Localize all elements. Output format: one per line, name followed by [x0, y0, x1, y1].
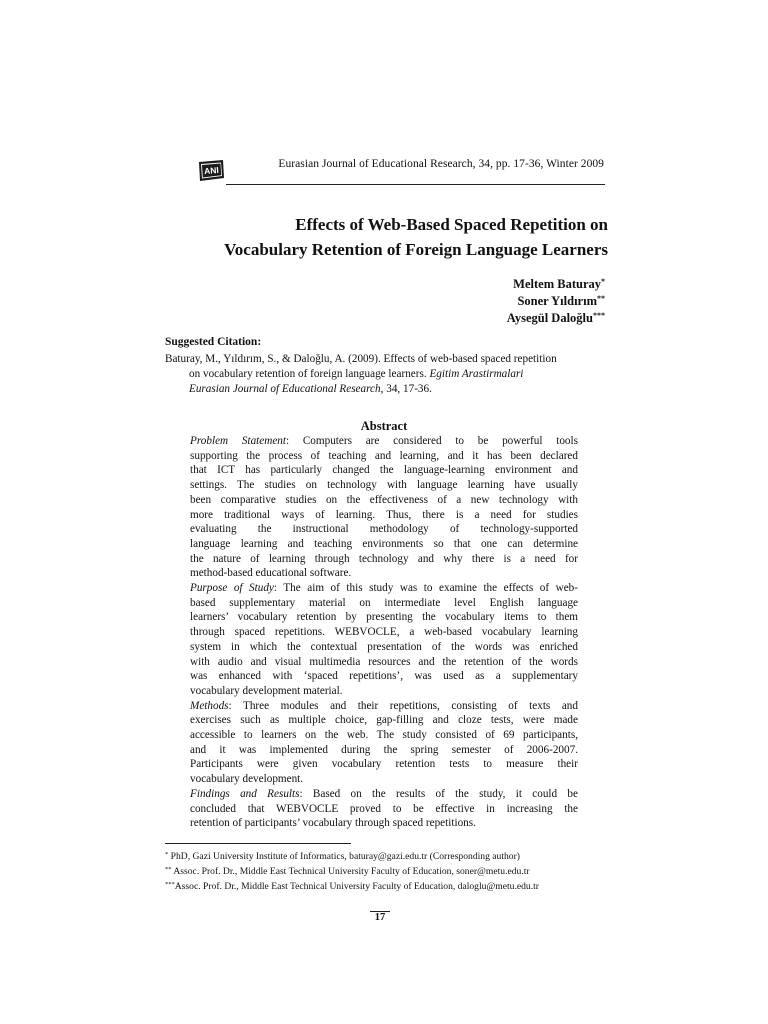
footnote-2-text: Assoc. Prof. Dr., Middle East Technical University Faculty of Education, soner@metu.edu.tr [171, 865, 530, 877]
abstract-findings-line-3 [190, 816, 578, 831]
abstract-purpose-line-7 [190, 669, 578, 684]
paper-title-line-2: Vocabulary Retention of Foreign Language Learners [224, 240, 608, 259]
author-2-name: Soner Yıldırım [517, 294, 597, 308]
abstract-problem-line-2 [190, 449, 578, 464]
abstract-methods-line-5 [190, 757, 578, 772]
author-2-mark: ** [597, 294, 605, 303]
author-3-name: Aysegül Daloğlu [506, 311, 593, 325]
footnote-1 [165, 850, 605, 865]
abstract-purpose-line-3 [190, 610, 578, 625]
author-1 [400, 276, 605, 293]
abstract-problem-line-3 [190, 463, 578, 478]
abstract-problem-line-8 [190, 537, 578, 552]
abstract-problem-label: Problem Statement [190, 435, 286, 447]
abstract-problem-line-text: evaluating the instructional methodology of technology-supported [190, 523, 578, 536]
abstract-purpose-label: Purpose of Study [190, 582, 274, 595]
abstract-methods-label: Methods [190, 699, 229, 712]
abstract-methods-line-4 [190, 743, 578, 758]
abstract-problem-line-4 [190, 478, 578, 493]
abstract-purpose-line-2 [190, 596, 578, 611]
abstract-methods-line-6 [190, 772, 578, 787]
abstract-problem-line-text: language learning and teaching environments so that one can determine [190, 537, 578, 550]
abstract-problem-line-text: supporting the process of teaching and learning, and it has been declared [190, 449, 578, 462]
abstract-purpose-line-text: was enhanced with ‘spaced repetitions’, was used as a supplementary [190, 670, 578, 683]
author-1-mark: * [601, 277, 605, 286]
abstract-problem-line-text: settings. The studies on technology with language learning have usually [190, 479, 578, 492]
abstract-problem-line-1 [190, 434, 578, 449]
abstract-problem-line-10 [190, 566, 578, 581]
abstract-methods-line-text: exercises such as multiple choice, gap-filling and cloze tests, were made [190, 714, 578, 727]
footnote-3 [165, 880, 605, 895]
citation-line-2-text: on vocabulary retention of foreign language learners. [189, 368, 430, 380]
citation-line-2 [165, 367, 605, 382]
abstract-purpose-line-text: : The aim of this study was to examine the effects of web- [273, 582, 578, 595]
footnote-2 [165, 865, 605, 880]
citation-text [165, 352, 605, 397]
abstract-purpose-line-6 [190, 655, 578, 670]
abstract-findings-line-text: : Based on the results of the study, it could be [299, 787, 578, 800]
footnote-divider [165, 843, 351, 844]
abstract-findings-line-1 [190, 787, 578, 802]
author-3 [400, 310, 605, 327]
footnotes [165, 850, 605, 894]
footnote-3-mark: *** [165, 880, 175, 888]
abstract-purpose-line-5 [190, 640, 578, 655]
abstract-findings-label: Findings and Results [190, 787, 300, 800]
footnote-2-mark: ** [165, 865, 172, 873]
abstract-findings-line-2 [190, 802, 578, 817]
abstract-body [190, 434, 578, 831]
abstract-purpose-line-8 [190, 684, 578, 699]
footnote-1-text: PhD, Gazi University Institute of Informatics, baturay@gazi.edu.tr (Corresponding author) [168, 851, 520, 862]
abstract-methods-line-text: accessible to learners on the web. The study consisted of 69 participants, [190, 729, 578, 742]
abstract-problem-line-7 [190, 522, 578, 537]
journal-logo-text: ANI [203, 164, 220, 177]
citation-journal-english: Eurasian Journal of Educational Research [189, 383, 381, 395]
abstract-problem-line-text: been comparative studies on the effectiveness of a new technology with [190, 493, 578, 506]
abstract-purpose-line-text: based supplementary material on intermediate level English language [190, 596, 578, 609]
abstract-purpose-line-1 [190, 581, 578, 596]
citation-journal-name: Egitim Arastirmalari [429, 368, 524, 380]
citation-line-3 [165, 382, 605, 397]
abstract-problem-line-text: method-based educational software. [190, 567, 352, 580]
journal-logo [196, 160, 226, 182]
abstract-purpose-line-text: learners’ vocabulary retention by presenting the vocabulary items to them [190, 611, 578, 624]
abstract-purpose-line-text: vocabulary development material. [190, 684, 343, 697]
footnote-3-text: Assoc. Prof. Dr., Middle East Technical University Faculty of Education, daloglu@metu.edu.tr [174, 880, 539, 892]
abstract-purpose-line-text: through spaced repetitions. WEBVOCLE, a web-based vocabulary learning [190, 626, 578, 639]
author-2 [400, 293, 605, 310]
citation-line-1: Baturay, M., Yıldırım, S., & Daloğlu, A. (2009). Effects of web-based spaced repetition [165, 353, 557, 365]
abstract-methods-line-text: vocabulary development. [190, 773, 304, 786]
author-list [400, 276, 605, 327]
author-1-name: Meltem Baturay [513, 277, 601, 291]
abstract-methods-line-text: and it was implemented during the spring semester of 2006-2007. [190, 743, 578, 756]
abstract-methods-line-3 [190, 728, 578, 743]
abstract-problem-line-text: the nature of learning through technology and why there is a need for [190, 552, 578, 565]
abstract-purpose-line-text: with audio and visual multimedia resources and the retention of the words [190, 655, 578, 668]
paper-title-line-1: Effects of Web-Based Spaced Repetition on [295, 215, 608, 234]
citation-heading: Suggested Citation: [165, 336, 262, 348]
abstract-problem-line-text: more traditional ways of learning. Thus, there is a need for studies [190, 508, 578, 521]
abstract-purpose-line-text: system in which the contextual presentation of the words was enriched [190, 640, 578, 653]
abstract-findings-line-text: concluded that WEBVOCLE proved to be effective in increasing the [190, 802, 578, 815]
abstract-methods-line-text: : Three modules and their repetitions, consisting of texts and [228, 699, 578, 712]
citation-volume-pages: , 34, 17-36. [380, 383, 432, 395]
header-divider [226, 184, 605, 185]
abstract-problem-line-text: : Computers are considered to be powerful tools [285, 435, 578, 447]
page-number: 17 [374, 912, 386, 923]
abstract-methods-line-1 [190, 699, 578, 714]
abstract-methods-line-text: Participants were given vocabulary retention tests to measure their [190, 758, 578, 771]
abstract-purpose-line-4 [190, 625, 578, 640]
abstract-problem-line-5 [190, 493, 578, 508]
abstract-methods-line-2 [190, 713, 578, 728]
paper-title [160, 212, 608, 262]
abstract-heading-text: Abstract [360, 419, 408, 433]
abstract-problem-line-9 [190, 552, 578, 567]
abstract-heading [0, 419, 768, 434]
author-3-mark: *** [593, 311, 605, 320]
abstract-problem-line-text: that ICT has particularly changed the language-learning environment and [190, 464, 578, 477]
journal-running-head: Eurasian Journal of Educational Research, 34, pp. 17-36, Winter 2009 [278, 158, 604, 170]
footnote-1-mark: * [165, 851, 169, 858]
abstract-problem-line-6 [190, 508, 578, 523]
abstract-findings-line-text: retention of participants’ vocabulary through spaced repetitions. [190, 817, 476, 830]
